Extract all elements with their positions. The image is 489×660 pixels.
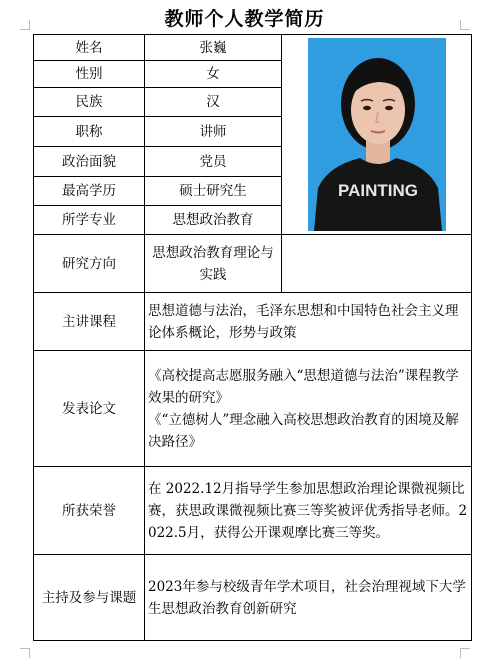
eye-left <box>363 106 371 110</box>
table-row <box>34 555 472 641</box>
page-corner-mark <box>460 648 470 658</box>
photo-cell <box>282 35 472 235</box>
name-value: 张巍 <box>145 35 282 61</box>
political-label: 政治面貌 <box>34 147 145 177</box>
projects-value: 2023年参与校级青年学术项目，社会治理视域下大学生思想政治教育创新研究 <box>145 555 472 641</box>
portrait-illustration <box>308 38 446 231</box>
empty-cell <box>282 235 472 293</box>
papers-label: 发表论文 <box>34 351 145 467</box>
honors-value: 在 2022.12月指导学生参加思想政治理论课微视频比赛，获思政课微视频比赛三等奖被评优秀指导老师。2022.5月，获得公开课观摩比赛三等奖。 <box>145 467 472 555</box>
gender-value: 女 <box>145 61 282 88</box>
courses-value: 思想道德与法治，毛泽东思想和中国特色社会主义理论体系概论，形势与政策 <box>145 293 472 351</box>
paper-item: 《高校提高志愿服务融入“思想道德与法治”课程教学效果的研究》 <box>148 367 459 406</box>
table-row <box>34 351 472 467</box>
projects-label: 主持及参与课题 <box>34 555 145 641</box>
research-value: 思想政治教育理论与实践 <box>145 235 282 293</box>
research-label: 研究方向 <box>34 235 145 293</box>
honors-label: 所获荣誉 <box>34 467 145 555</box>
name-label: 姓名 <box>34 35 145 61</box>
table-row <box>34 235 472 293</box>
courses-label: 主讲课程 <box>34 293 145 351</box>
gender-label: 性别 <box>34 61 145 88</box>
degree-label: 最高学历 <box>34 177 145 206</box>
political-value: 党员 <box>145 147 282 177</box>
major-label: 所学专业 <box>34 206 145 235</box>
table-row <box>34 293 472 351</box>
table-row <box>34 35 472 61</box>
ethnicity-value: 汉 <box>145 88 282 117</box>
document-title: 教师个人教学简历 <box>164 8 325 30</box>
paper-item: 《“立德树人”理念融入高校思想政治教育的困境及解决路径》 <box>148 411 459 450</box>
page-corner-mark <box>20 648 30 658</box>
major-value: 思想政治教育 <box>145 206 282 235</box>
portrait-photo <box>308 38 446 231</box>
table-row <box>34 467 472 555</box>
ethnicity-label: 民族 <box>34 88 145 117</box>
papers-value <box>145 351 472 467</box>
position-value: 讲师 <box>145 117 282 147</box>
position-label: 职称 <box>34 117 145 147</box>
degree-value: 硕士研究生 <box>145 177 282 206</box>
shirt-print-text: PAINTING <box>337 181 418 200</box>
eye-right <box>385 106 393 110</box>
resume-table <box>33 34 472 641</box>
